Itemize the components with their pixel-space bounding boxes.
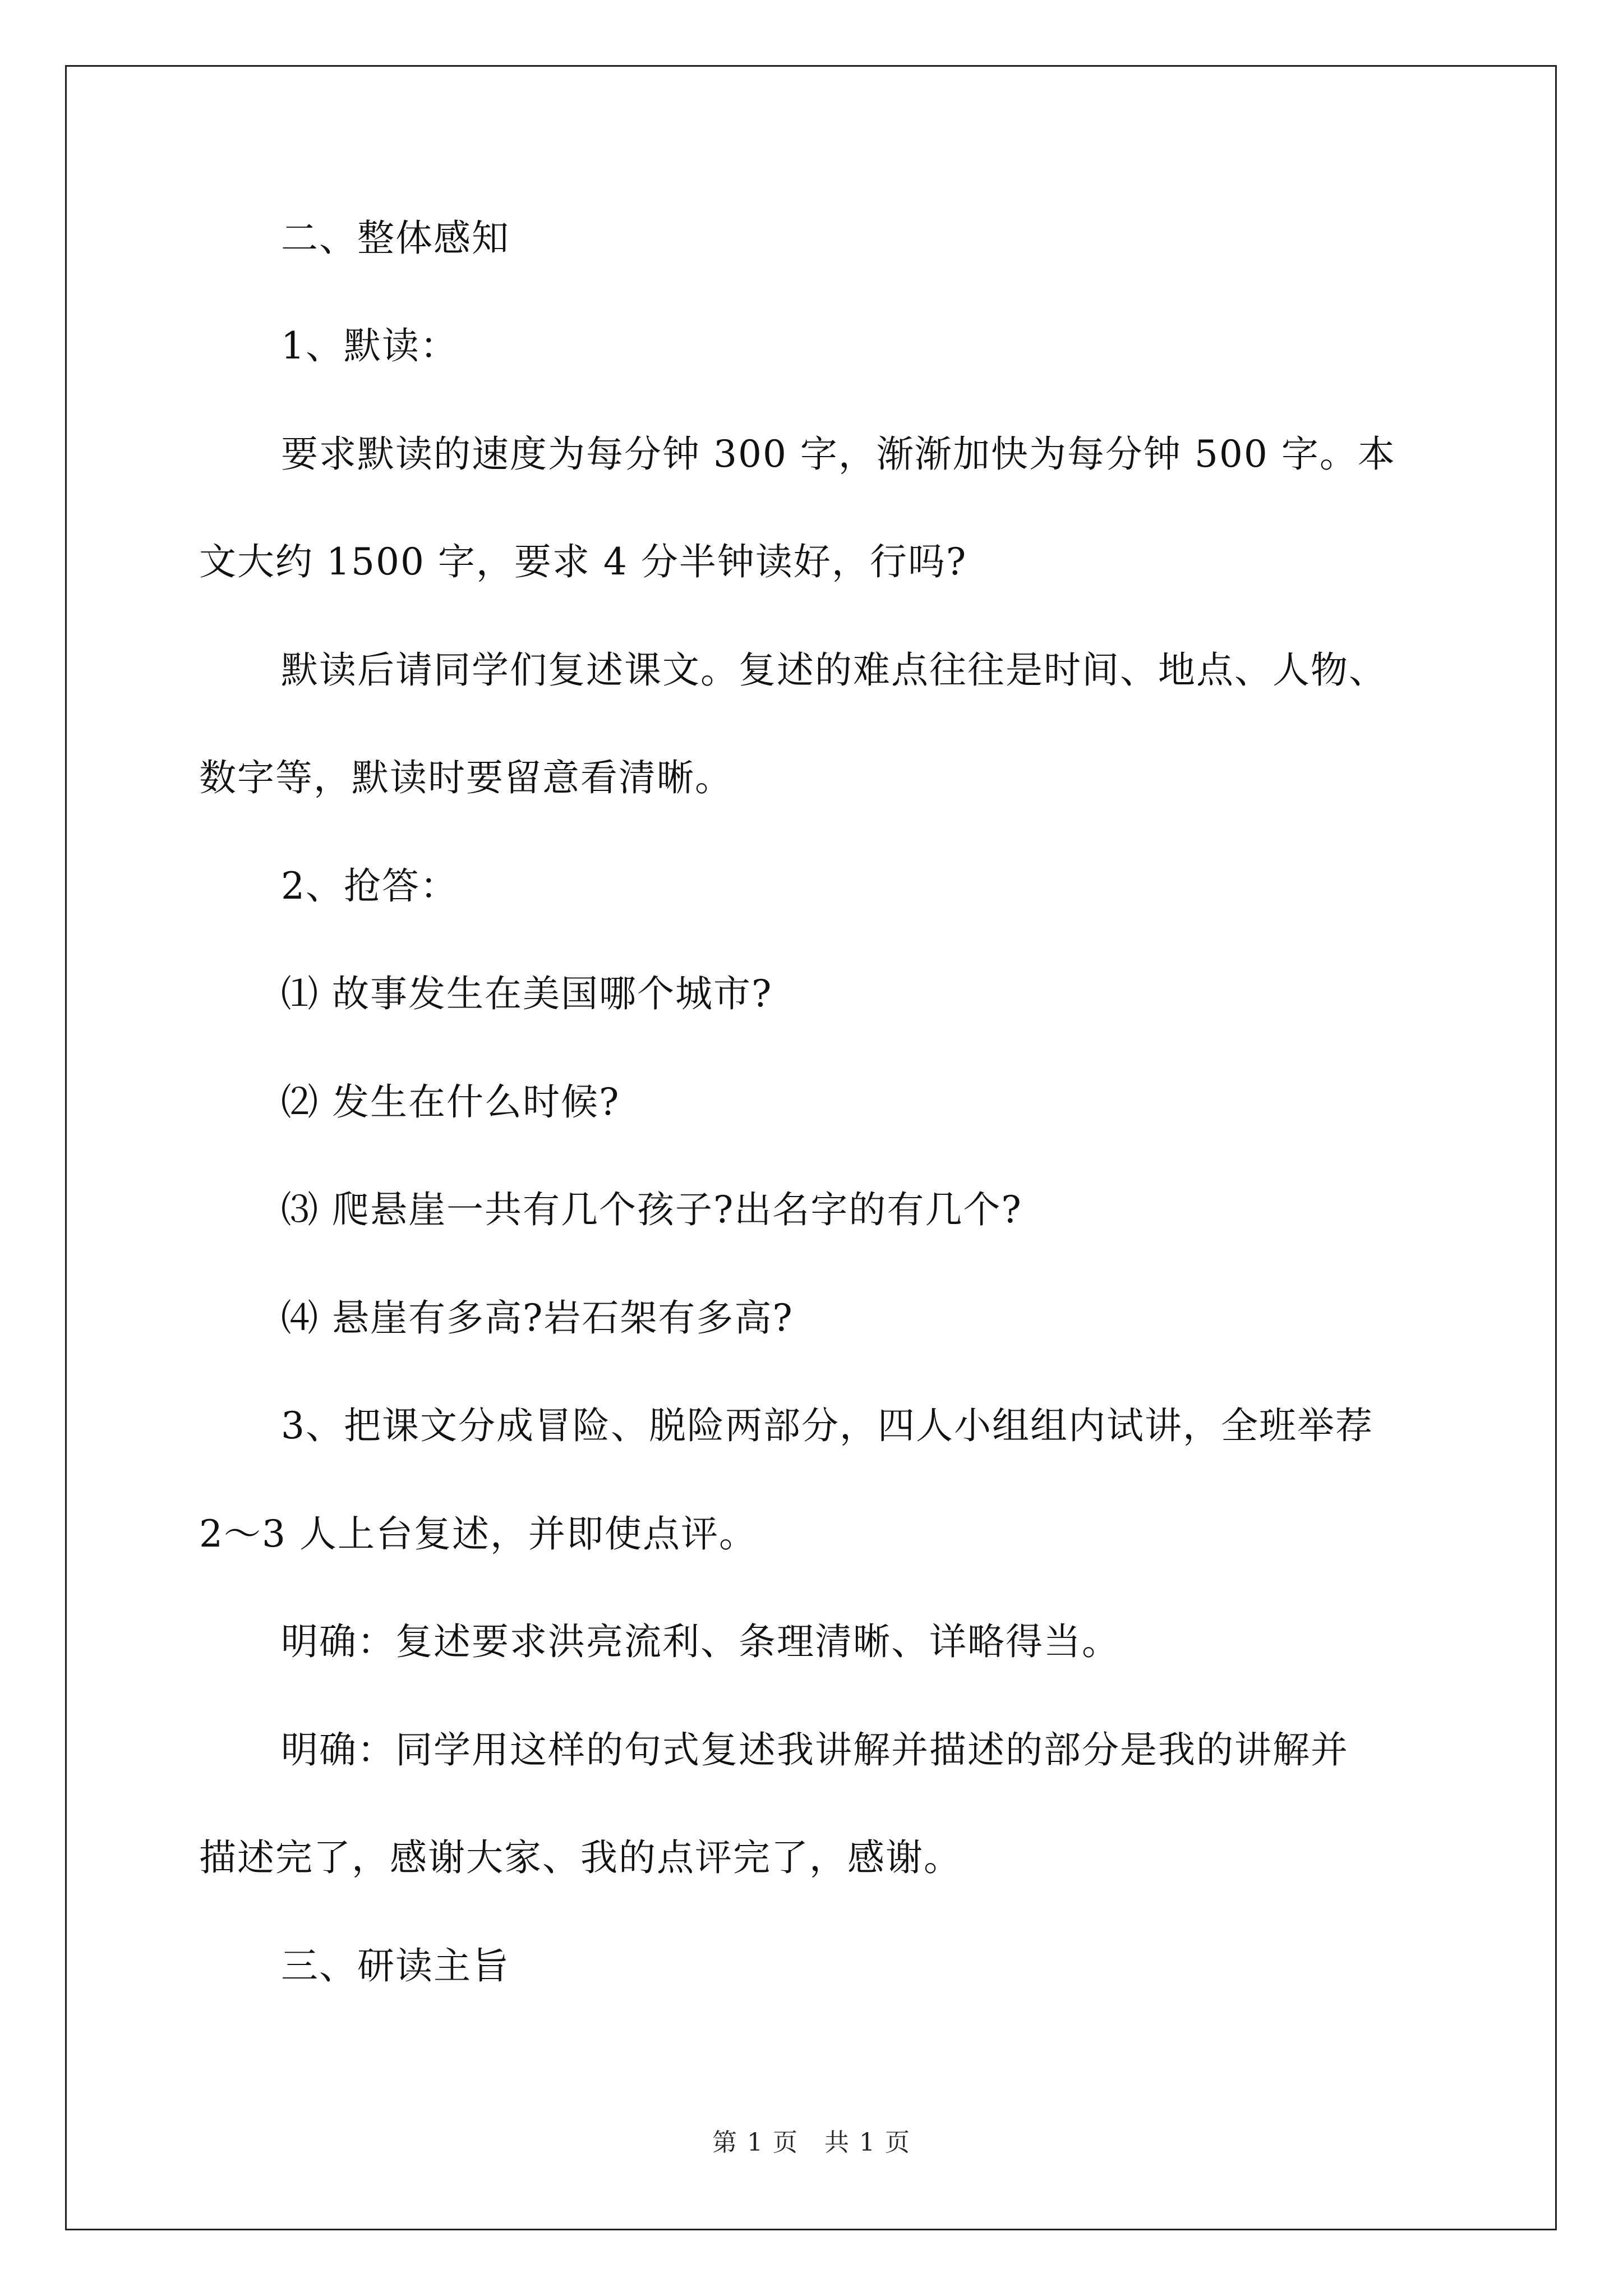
paragraph-line: 文大约 1500 字，要求 4 分半钟读好，行吗? <box>199 540 967 583</box>
question-item: ⑴ 故事发生在美国哪个城市? <box>281 972 773 1015</box>
subsection-heading: 1、默读： <box>281 324 458 367</box>
subsection-heading: 2、抢答： <box>281 864 458 908</box>
question-item: ⑵ 发生在什么时候? <box>281 1080 620 1124</box>
question-item: ⑷ 悬崖有多高?岩石架有多高? <box>281 1296 794 1340</box>
page-frame <box>65 65 1557 2230</box>
section-heading: 二、整体感知 <box>281 217 510 260</box>
paragraph-line: 2～3 人上台复述，并即使点评。 <box>199 1512 757 1556</box>
paragraph-line: 3、把课文分成冒险、脱险两部分，四人小组组内试讲，全班举荐 <box>281 1404 1373 1447</box>
paragraph-line: 明确：同学用这样的句式复述我讲解并描述的部分是我的讲解并 <box>281 1728 1349 1772</box>
paragraph-line: 数字等，默读时要留意看清晰。 <box>199 756 733 799</box>
paragraph-line: 要求默读的速度为每分钟 300 字，渐渐加快为每分钟 500 字。本 <box>281 432 1396 476</box>
section-heading: 三、研读主旨 <box>281 1944 510 1987</box>
question-item: ⑶ 爬悬崖一共有几个孩子?出名字的有几个? <box>281 1188 1022 1231</box>
paragraph-line: 明确：复述要求洪亮流利、条理清晰、详略得当。 <box>281 1620 1120 1663</box>
page-number-footer: 第 1 页 共 1 页 <box>712 2128 911 2157</box>
paragraph-line: 默读后请同学们复述课文。复述的难点往往是时间、地点、人物、 <box>281 648 1387 692</box>
paragraph-line: 描述完了，感谢大家、我的点评完了，感谢。 <box>199 1836 962 1879</box>
